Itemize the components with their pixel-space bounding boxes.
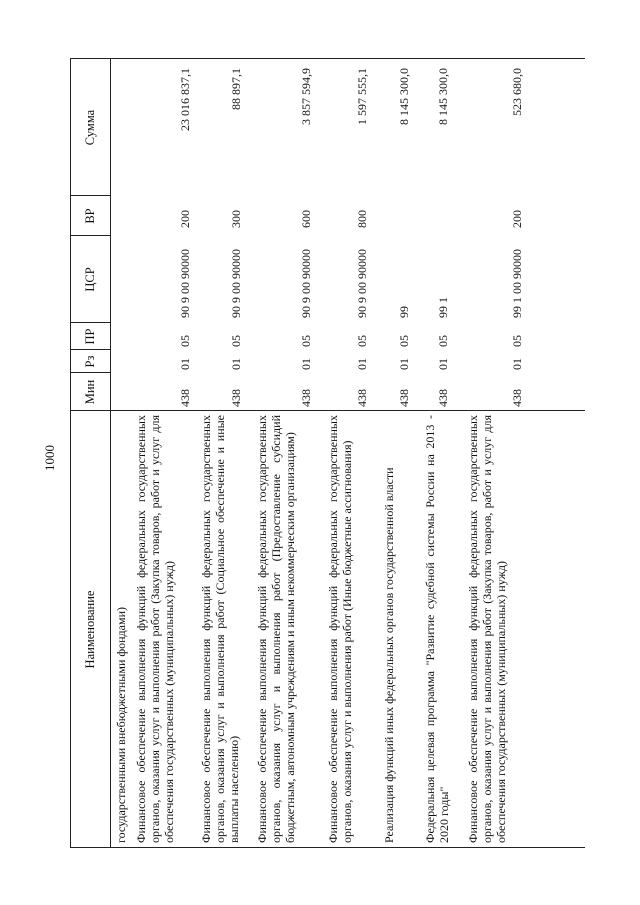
- row-min: 438: [178, 389, 192, 407]
- header-sum: Сумма: [82, 109, 97, 146]
- row-vr: 200: [510, 210, 524, 228]
- row-min: 438: [397, 389, 411, 407]
- row-pr: 05: [397, 335, 411, 347]
- row-csr: 99: [397, 306, 411, 318]
- row-min: 438: [436, 389, 450, 407]
- table-row-name: Финансовое обеспечение выполнения функций федеральных государственных органов, оказания услуг и выполнения работ (Социальное обеспечение и иные выплаты населению): [199, 415, 241, 843]
- row-sum: 8 145 300,0: [436, 68, 450, 125]
- row-min: 438: [229, 389, 243, 407]
- row-sum: 3 857 594,9: [299, 68, 313, 125]
- row-rz: 01: [436, 358, 450, 370]
- row-csr: 90 9 00 90000: [355, 249, 369, 318]
- budget-table-page: [70, 58, 585, 848]
- row-sum: 8 145 300,0: [397, 68, 411, 125]
- row-vr: 200: [178, 210, 192, 228]
- table-row-name: Финансовое обеспечение выполнения функций федеральных государственных органов, оказания услуг и выполнения работ (Закупка товаров, работ и услуг для обеспечения государственных (муниципальных) нужд): [466, 415, 508, 843]
- row-csr: 90 9 00 90000: [229, 249, 243, 318]
- row-csr: 90 9 00 90000: [178, 249, 192, 318]
- row-rz: 01: [299, 358, 313, 370]
- row-sum: 88 897,1: [229, 68, 243, 110]
- row-sum: 523 680,0: [510, 68, 524, 116]
- row-sum: 23 016 837,1: [178, 68, 192, 131]
- row-vr: 800: [355, 210, 369, 228]
- row-pr: 05: [436, 335, 450, 347]
- column-divider: [70, 410, 585, 411]
- row-csr: 99 1: [436, 297, 450, 318]
- table-row-name: Реализация функций иных федеральных органов государственной власти: [382, 467, 396, 843]
- table-row-name: Финансовое обеспечение выполнения функций федеральных государственных органов, оказания услуг и выполнения работ (Предоставление субсидий бюджетным, автономным учреждениям и иным некоммерческим организациям): [255, 415, 297, 843]
- row-rz: 01: [229, 358, 243, 370]
- table-border: [70, 58, 585, 59]
- row-min: 438: [299, 389, 313, 407]
- header-pr: ПР: [82, 328, 97, 345]
- header-vr: ВР: [82, 208, 97, 224]
- row-pr: 05: [178, 335, 192, 347]
- row-sum: 1 597 555,1: [355, 68, 369, 125]
- row-vr: 600: [299, 210, 313, 228]
- table-row-name: Финансовое обеспечение выполнения функций федеральных государственных органов, оказания услуг и выполнения работ (Закупка товаров, работ и услуг для обеспечения государственных (муниципальных) нужд): [134, 415, 176, 843]
- row-min: 438: [355, 389, 369, 407]
- row-min: 438: [510, 389, 524, 407]
- row-rz: 01: [397, 358, 411, 370]
- table-row-name: государственными внебюджетными фондами): [114, 606, 128, 843]
- row-csr: 90 9 00 90000: [299, 249, 313, 318]
- row-pr: 05: [299, 335, 313, 347]
- header-rz: Рз: [82, 355, 97, 368]
- row-rz: 01: [178, 358, 192, 370]
- row-vr: 300: [229, 210, 243, 228]
- header-min: Мин: [82, 379, 97, 405]
- header-name: Наименование: [82, 590, 97, 669]
- header-csr: ЦСР: [82, 267, 97, 292]
- table-border: [70, 847, 585, 848]
- table-row-name: Финансовое обеспечение выполнения функций федеральных государственных органов, оказания услуг и выполнения работ (Иные бюджетные ассигнования): [326, 415, 354, 843]
- row-rz: 01: [355, 358, 369, 370]
- row-pr: 05: [355, 335, 369, 347]
- row-csr: 99 1 00 90000: [510, 249, 524, 318]
- page-number: 1000: [42, 445, 57, 471]
- row-pr: 05: [510, 335, 524, 347]
- row-rz: 01: [510, 358, 524, 370]
- row-pr: 05: [229, 335, 243, 347]
- table-row-name: Федеральная целевая программа "Развитие судебной системы России на 2013 - 2020 годы": [423, 415, 451, 843]
- table-rule: [110, 58, 111, 848]
- budget-table: [70, 58, 585, 848]
